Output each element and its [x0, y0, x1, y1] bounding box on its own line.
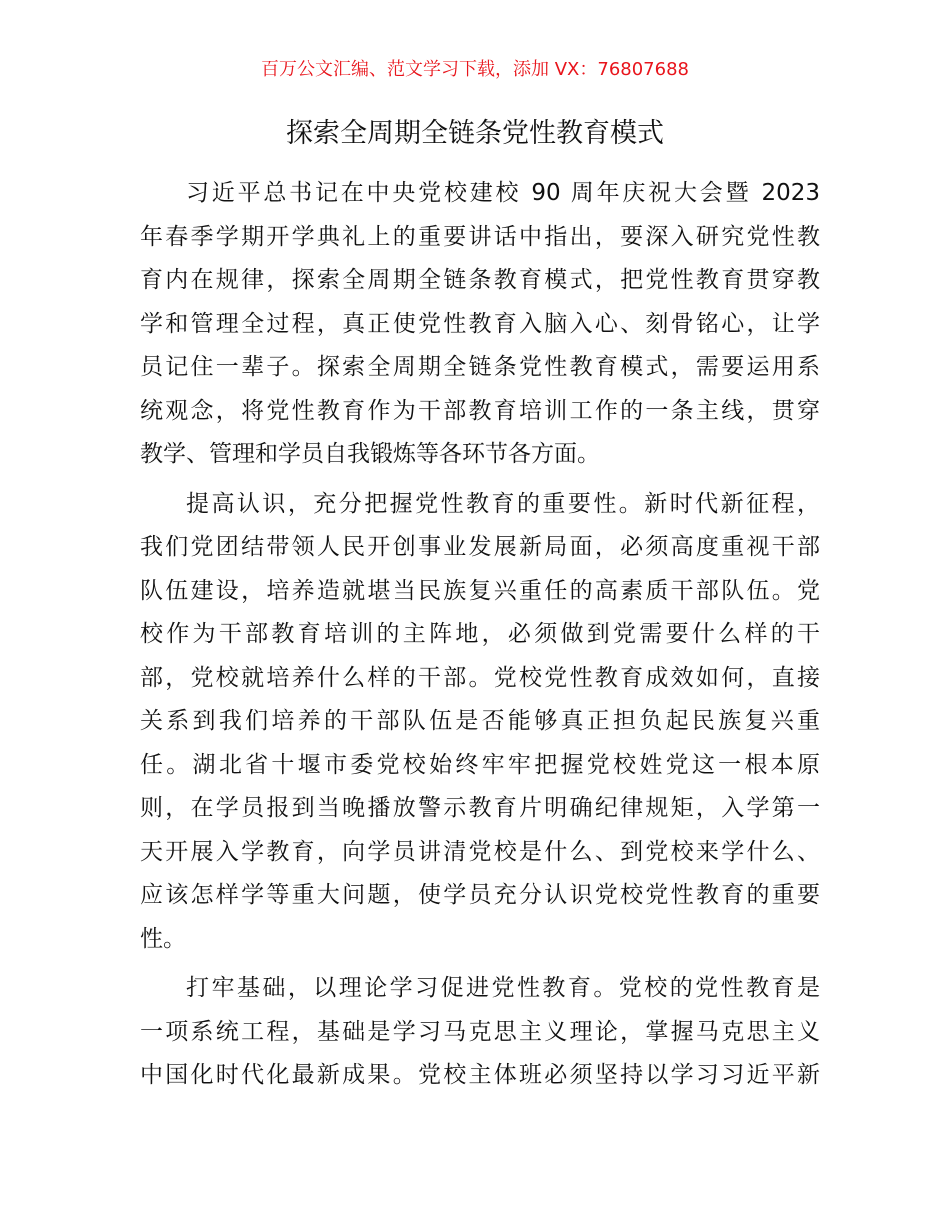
text-line: 任。湖北省十堰市委党校始终牢牢把握党校姓党这一根本原 — [140, 751, 820, 778]
text-line: 关系到我们培养的干部队伍是否能够真正担负起民族复兴重 — [140, 708, 820, 734]
text-line: 队伍建设，培养造就堪当民族复兴重任的高素质干部队伍。党 — [140, 577, 820, 604]
document-body — [140, 172, 820, 1104]
paragraph-awareness — [140, 483, 820, 962]
text-line: 则，在学员报到当晚播放警示教育片明确纪律规矩，入学第一 — [140, 795, 820, 821]
paragraph-foundation — [140, 967, 820, 1098]
text-line: 我们党团结带领人民开创事业发展新局面，必须高度重视干部 — [140, 534, 820, 560]
text-line: 打牢基础，以理论学习促进党性教育。党校的党性教育是 — [186, 975, 820, 1001]
text-line: 性。 — [140, 925, 186, 952]
text-line: 统观念，将党性教育作为干部教育培训工作的一条主线，贯穿 — [140, 397, 820, 424]
text-line: 校作为干部教育培训的主阵地，必须做到党需要什么样的干 — [140, 621, 820, 647]
text-line: 部，党校就培养什么样的干部。党校党性教育成效如何，直接 — [140, 664, 820, 691]
watermark-header: 百万公文汇编、范文学习下载，添加 VX：76807688 — [261, 59, 689, 80]
text-line: 一项系统工程，基础是学习马克思主义理论，掌握马克思主义 — [140, 1018, 820, 1045]
document-title: 探索全周期全链条党性教育模式 — [286, 118, 664, 149]
text-line: 员记住一辈子。探索全周期全链条党性教育模式，需要运用系 — [140, 354, 820, 380]
text-line: 教学、管理和学员自我锻炼等各环节各方面。 — [140, 441, 600, 467]
text-line: 育内在规律，探索全周期全链条教育模式，把党性教育贯穿教 — [140, 267, 820, 293]
text-line: 年春季学期开学典礼上的重要讲话中指出，要深入研究党性教 — [140, 223, 820, 250]
text-line: 学和管理全过程，真正使党性教育入脑入心、刻骨铭心，让学 — [140, 310, 820, 337]
text-line: 天开展入学教育，向学员讲清党校是什么、到党校来学什么、 — [140, 838, 820, 865]
paragraph-intro — [140, 172, 820, 477]
text-line: 中国化时代化最新成果。党校主体班必须坚持以学习习近平新 — [140, 1062, 820, 1088]
text-line: 提高认识，充分把握党性教育的重要性。新时代新征程， — [186, 490, 820, 517]
text-line: 习近平总书记在中央党校建校 90 周年庆祝大会暨 2023 — [186, 180, 820, 206]
text-line: 应该怎样学等重大问题，使学员充分认识党校党性教育的重要 — [140, 882, 820, 908]
